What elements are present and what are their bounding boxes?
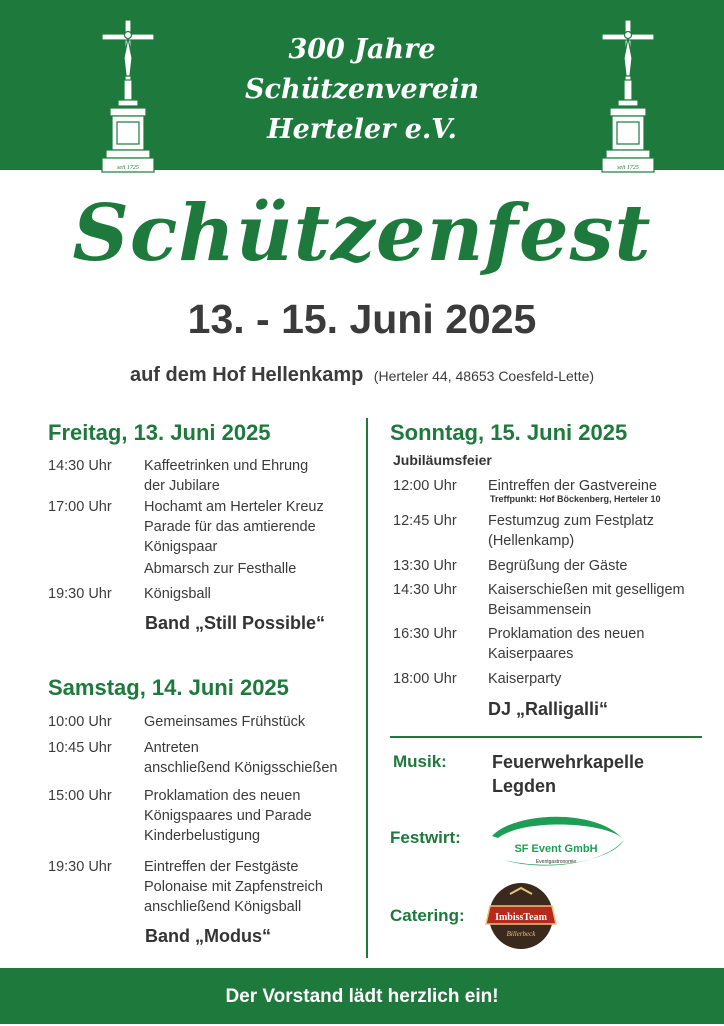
music-value-line-2: Legden bbox=[492, 776, 557, 796]
host-logo bbox=[484, 808, 629, 876]
schedule-desc: anschließend Königsball bbox=[144, 899, 302, 915]
saturday-band: Band „Modus“ bbox=[145, 926, 271, 946]
music-value-line-1: Feuerwehrkapelle bbox=[492, 752, 645, 772]
sunday-subheading: Jubiläumsfeier bbox=[393, 452, 492, 468]
host-label: Festwirt: bbox=[390, 828, 461, 847]
schedule-time: 15:00 Uhr bbox=[48, 788, 112, 804]
schedule-time: 14:30 Uhr bbox=[393, 582, 457, 598]
schedule-desc: Kaffeetrinken und Ehrung bbox=[144, 458, 309, 474]
schedule-desc: Proklamation des neuen bbox=[144, 788, 301, 804]
schedule-desc: Gemeinsames Frühstück bbox=[144, 714, 306, 730]
schedule-desc: Beisammensein bbox=[488, 602, 592, 618]
seal-text-right: seit 1725 bbox=[617, 165, 639, 171]
schedule-time: 19:30 Uhr bbox=[48, 586, 112, 602]
seal-text-left: seit 1725 bbox=[117, 165, 139, 171]
sunday-heading: Sonntag, 15. Juni 2025 bbox=[390, 420, 628, 445]
friday-band: Band „Still Possible“ bbox=[145, 613, 326, 633]
venue bbox=[0, 364, 724, 387]
schedule-desc: Antreten bbox=[144, 740, 199, 756]
catering-label: Catering: bbox=[390, 906, 465, 925]
schedule-desc: Königspaar bbox=[144, 539, 218, 555]
column-divider bbox=[366, 418, 368, 958]
club-title bbox=[0, 30, 724, 150]
footer-banner bbox=[0, 968, 724, 1024]
schedule-desc: Abmarsch zur Festhalle bbox=[144, 561, 297, 577]
schedule-desc: Eintreffen der Gastvereine bbox=[488, 478, 657, 494]
schedule-desc: Begrüßung der Gäste bbox=[488, 558, 628, 574]
schedule-desc: Königsball bbox=[144, 586, 211, 602]
schedule-desc: anschließend Königsschießen bbox=[144, 760, 338, 776]
footer-text: Der Vorstand lädt herzlich ein! bbox=[225, 986, 499, 1007]
schedule-desc: Parade für das amtierende bbox=[144, 519, 316, 535]
venue-name: auf dem Hof Hellenkamp bbox=[129, 364, 364, 386]
schedule-time: 13:30 Uhr bbox=[393, 558, 457, 574]
music-label: Musik: bbox=[393, 752, 447, 771]
host-logo-name: SF Event GmbH bbox=[514, 843, 598, 855]
schedule-desc: Kinderbelustigung bbox=[144, 828, 261, 844]
music-value bbox=[492, 750, 644, 798]
schedule-desc: Festumzug zum Festplatz bbox=[488, 513, 654, 529]
sunday-band: DJ „Ralligalli“ bbox=[488, 699, 609, 719]
schedule-desc: Polonaise mit Zapfenstreich bbox=[144, 879, 323, 895]
catering-logo-name: ImbissTeam bbox=[495, 912, 547, 923]
saturday-heading: Samstag, 14. Juni 2025 bbox=[48, 675, 289, 700]
schedule-time: 12:00 Uhr bbox=[393, 478, 457, 494]
schedule-desc: Proklamation des neuen bbox=[488, 626, 645, 642]
event-dates: 13. - 15. Juni 2025 bbox=[187, 296, 537, 342]
schedule-desc: Kaiserpaares bbox=[488, 646, 574, 662]
schedule-time: 17:00 Uhr bbox=[48, 499, 112, 515]
catering-logo bbox=[480, 880, 562, 952]
schedule-desc: Hochamt am Herteler Kreuz bbox=[144, 499, 324, 515]
schedule-time: 18:00 Uhr bbox=[393, 671, 457, 687]
club-title-line-2: Schützenverein bbox=[245, 74, 479, 105]
schedule-time: 10:00 Uhr bbox=[48, 714, 112, 730]
catering-logo-sub: Billerbeck bbox=[506, 930, 536, 938]
schedule-desc: Königspaares und Parade bbox=[144, 808, 312, 824]
schedule-time: 19:30 Uhr bbox=[48, 859, 112, 875]
section-divider bbox=[390, 736, 702, 738]
schedule-time: 14:30 Uhr bbox=[48, 458, 112, 474]
host-logo-sub: Eventgastronomie bbox=[535, 859, 577, 865]
schedule-desc: Eintreffen der Festgäste bbox=[144, 859, 299, 875]
friday-heading: Freitag, 13. Juni 2025 bbox=[48, 420, 271, 445]
venue-address: (Herteler 44, 48653 Coesfeld-Lette) bbox=[373, 368, 595, 384]
schedule-time: 16:30 Uhr bbox=[393, 626, 457, 642]
event-title: Schützenfest bbox=[72, 188, 652, 279]
meeting-point-note: Treffpunkt: Hof Böckenberg, Herteler 10 bbox=[490, 494, 661, 504]
schedule-time: 12:45 Uhr bbox=[393, 513, 457, 529]
schedule-desc: der Jubilare bbox=[144, 478, 220, 494]
schedule-desc: Kaiserschießen mit geselligem bbox=[488, 582, 685, 598]
schedule-time: 10:45 Uhr bbox=[48, 740, 112, 756]
club-title-line-3: Herteler e.V. bbox=[267, 114, 457, 145]
schedule-desc: (Hellenkamp) bbox=[488, 533, 575, 549]
schedule-desc: Kaiserparty bbox=[488, 671, 562, 687]
club-title-line-1: 300 Jahre bbox=[288, 34, 436, 65]
